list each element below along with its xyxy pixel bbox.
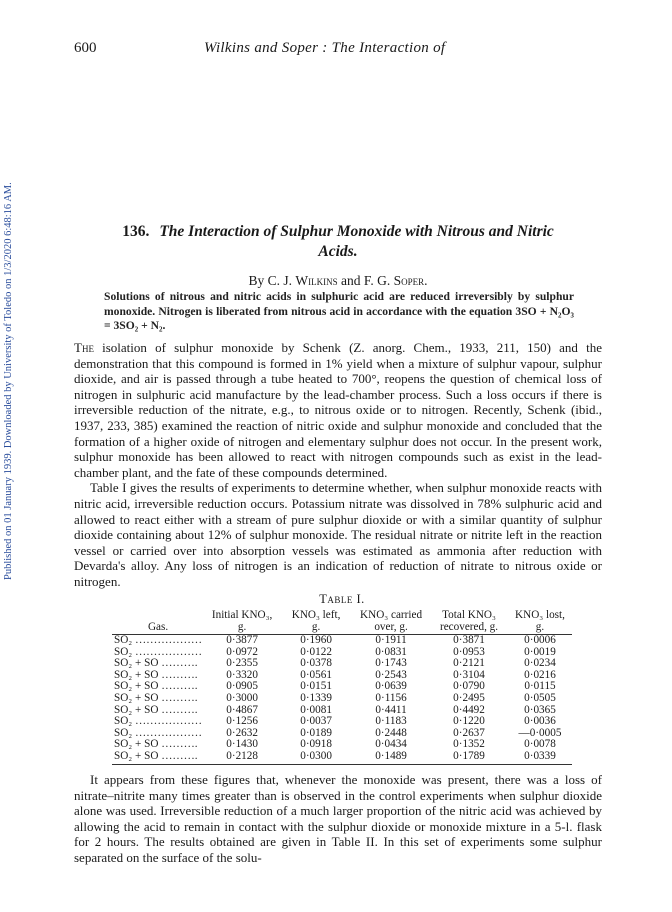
col-header-gas-label: Gas. (112, 621, 204, 635)
table-cell: 0·0790 (453, 680, 485, 693)
author-2-initials: F. G. (363, 273, 391, 288)
table-cell: SO₂ ……………… (114, 634, 203, 646)
table-cell: 0·2543 (375, 668, 407, 681)
article-title-line-2: Acids. (318, 243, 358, 260)
page-number: 600 (74, 40, 97, 56)
table-cell: 0·0972 (226, 645, 258, 658)
table-cell: 0·4411 (375, 703, 407, 716)
table-cell: 0·1960 (300, 634, 332, 646)
table-row (112, 635, 572, 647)
col-header-lost: KNO₃ lost, (515, 609, 565, 621)
author-1-initials: C. J. (267, 273, 293, 288)
table-cell: 0·1430 (226, 738, 258, 751)
paragraph-3: It appears from these figures that, whenever the monoxide was present, there was a loss of nitrate–nitrite many times greater than is observed in the control experiments when sulphur dioxide alone was used. Irreversible reduction of a much larger proportion of the nitric acid was achieved by allowing the acid to remain in contact with the sulphur dioxide or monoxide mixture in a 5-l. flask for 2 hours. The results obtained are given in Table II. In this set of experiments some sulphur separated on the surface of the solu- (74, 772, 602, 865)
paragraph-1: The isolation of sulphur monoxide by Schenk (Z. anorg. Chem., 1933, 211, 150) and the demonstration that this compound is formed in 1% yield when a mixture of sulphur vapour, sulphur dioxide, and air is passed through a tube heated to 700°, reopens the question of chemical loss of nitrogen in sulphuric acid manufacture by the lead-chamber process. Such a loss occurs if there is irreversible reduction of the nitrate, e.g., to nitrous oxide or to nitrogen. Recently, Schenk (ibid., 1937, 233, 385) examined the reaction of nitric oxide and sulphur monoxide and concluded that the formation of a higher oxide of nitrogen and elementary sulphur does not occur. In the present work, sulphur monoxide has been allowed to react with nitrogen compounds such as exist in the lead-chamber plant, and the fate of these compounds determined. (74, 340, 602, 480)
col-header-carried: KNO₃ carried (360, 609, 423, 621)
table-cell: 0·3877 (226, 634, 258, 646)
page-header (74, 40, 602, 60)
table-cell: 0·1352 (453, 738, 485, 751)
paragraph-2: Table I gives the results of experiments to determine whether, when sulphur monoxide reacts with nitric acid, irreversible reduction occurs. Potassium nitrate was dissolved in 78% sulphuric acid and allowed to react either with a stream of pure sulphur dioxide or with a similar quantity of sulphur dioxide containing about 12% of sulphur monoxide. The residual nitrate or nitrite left in the reaction vessel or carried over into absorption vessels was estimated as ammonia after reduction with Devarda's alloy. Any loss of nitrogen is an indication of reduction of nitrate to nitrous oxide or nitrogen. (74, 480, 602, 589)
table-cell: 0·0434 (375, 738, 407, 751)
author-1-surname: Wilkins (295, 273, 338, 288)
table-cell: 0·0378 (300, 657, 332, 670)
table-cell: 0·1789 (430, 751, 508, 764)
author-2-surname: Soper. (393, 273, 428, 288)
article-title-line-1 (74, 222, 602, 242)
table-cell: 0·3871 (453, 634, 485, 646)
table-cell: 0·0639 (375, 680, 407, 693)
table-cell: 0·2632 (226, 726, 258, 739)
table-cell: 0·1156 (375, 691, 407, 704)
table-body (112, 635, 572, 765)
table-cell: SO₂ ……………… (114, 645, 203, 658)
table-cell: 0·0918 (300, 738, 332, 751)
table-row (112, 693, 572, 705)
abstract: Solutions of nitrous and nitric acids in sulphuric acid are reduced irreversibly by sulphur monoxide. Nitrogen is liberated from nitrous acid in accordance with the equation 3SO + N₂O₃ = 3SO₂ + N₂. (104, 290, 574, 332)
table-cell: SO₂ ……………… (114, 715, 203, 728)
table-row (112, 751, 572, 764)
table-cell: 0·4867 (226, 703, 258, 716)
table-cell: 0·0905 (226, 680, 258, 693)
table-cell: SO₂ + SO ………. (114, 691, 198, 704)
table-cell: 0·3320 (226, 668, 258, 681)
table-cell: 0·1220 (453, 715, 485, 728)
table-cell: 0·0081 (300, 703, 332, 716)
table-cell: SO₂ ……………… (114, 726, 203, 739)
col-header-total: Total KNO₃ (442, 609, 496, 621)
table-cell: 0·1489 (352, 751, 430, 764)
col-header-gas (112, 609, 204, 621)
table-cell: 0·0300 (280, 751, 352, 764)
author-line: By C. J. Wilkins and F. G. Soper. (248, 273, 428, 288)
table-cell: 0·0216 (524, 668, 556, 681)
table-cell: SO₂ + SO ………. (114, 703, 198, 716)
col-header-left: KNO₃ left, (291, 609, 341, 621)
table-row (112, 716, 572, 728)
table-cell: SO₂ + SO ………. (112, 751, 204, 764)
body-text-lower (74, 772, 602, 866)
article-number: 136. (122, 223, 150, 240)
table-cell: 0·3000 (226, 691, 258, 704)
table-cell: 0·1339 (300, 691, 332, 704)
table-cell: SO₂ + SO ………. (114, 738, 198, 751)
table-cell: 0·0505 (524, 691, 556, 704)
table-cell: 0·0365 (524, 703, 556, 716)
table-cell: 0·2121 (453, 657, 485, 670)
table-cell: 0·2495 (453, 691, 485, 704)
table-cell: 0·0036 (524, 715, 556, 728)
table-cell: 0·1743 (375, 657, 407, 670)
table-units-row: Gas. g. g. over, g. recovered, g. g. (112, 621, 572, 635)
table-header-row (112, 609, 572, 621)
table-cell: 0·1911 (375, 634, 407, 646)
table-cell: 0·4492 (453, 703, 485, 716)
table-cell: 0·1256 (226, 715, 258, 728)
table-cell: 0·3104 (453, 668, 485, 681)
table-cell: 0·0953 (453, 645, 485, 658)
results-table (112, 609, 572, 765)
table-cell: 0·0831 (375, 645, 407, 658)
table-cell: 0·0006 (524, 634, 556, 646)
table-cell: 0·0561 (300, 668, 332, 681)
table-cell: 0·0019 (524, 645, 556, 658)
table-cell: SO₂ + SO ………. (114, 657, 198, 670)
table-caption: Table I. (319, 592, 365, 606)
table-cell: 0·2448 (375, 726, 407, 739)
running-title: Wilkins and Soper : The Interaction of (204, 40, 446, 56)
table-cell: 0·0122 (300, 645, 332, 658)
table-cell: 0·0339 (508, 751, 572, 764)
article-heading (74, 222, 602, 289)
table-cell: SO₂ + SO ………. (114, 668, 198, 681)
table-cell: —0·0005 (518, 726, 562, 739)
body-text-upper (74, 340, 602, 590)
table-cell: 0·1183 (375, 715, 407, 728)
download-watermark: Published on 01 January 1939. Downloaded by University of Toledo on 1/3/2020 6:48:16 AM. (3, 182, 14, 580)
article-title: The Interaction of Sulphur Monoxide with Nitrous and Nitric (159, 223, 554, 240)
table-cell: 0·0037 (300, 715, 332, 728)
table-cell: 0·0189 (300, 726, 332, 739)
table-cell: 0·0151 (300, 680, 332, 693)
table-1 (112, 592, 572, 765)
table-cell: 0·2355 (226, 657, 258, 670)
drop-lead-word: The (74, 340, 94, 355)
table-cell: 0·2128 (204, 751, 280, 764)
table-cell: 0·0078 (524, 738, 556, 751)
table-cell: 0·0115 (524, 680, 556, 693)
table-cell: 0·2637 (453, 726, 485, 739)
table-cell: SO₂ + SO ………. (114, 680, 198, 693)
col-header-initial: Initial KNO₃, (211, 609, 273, 621)
table-cell: 0·0234 (524, 657, 556, 670)
